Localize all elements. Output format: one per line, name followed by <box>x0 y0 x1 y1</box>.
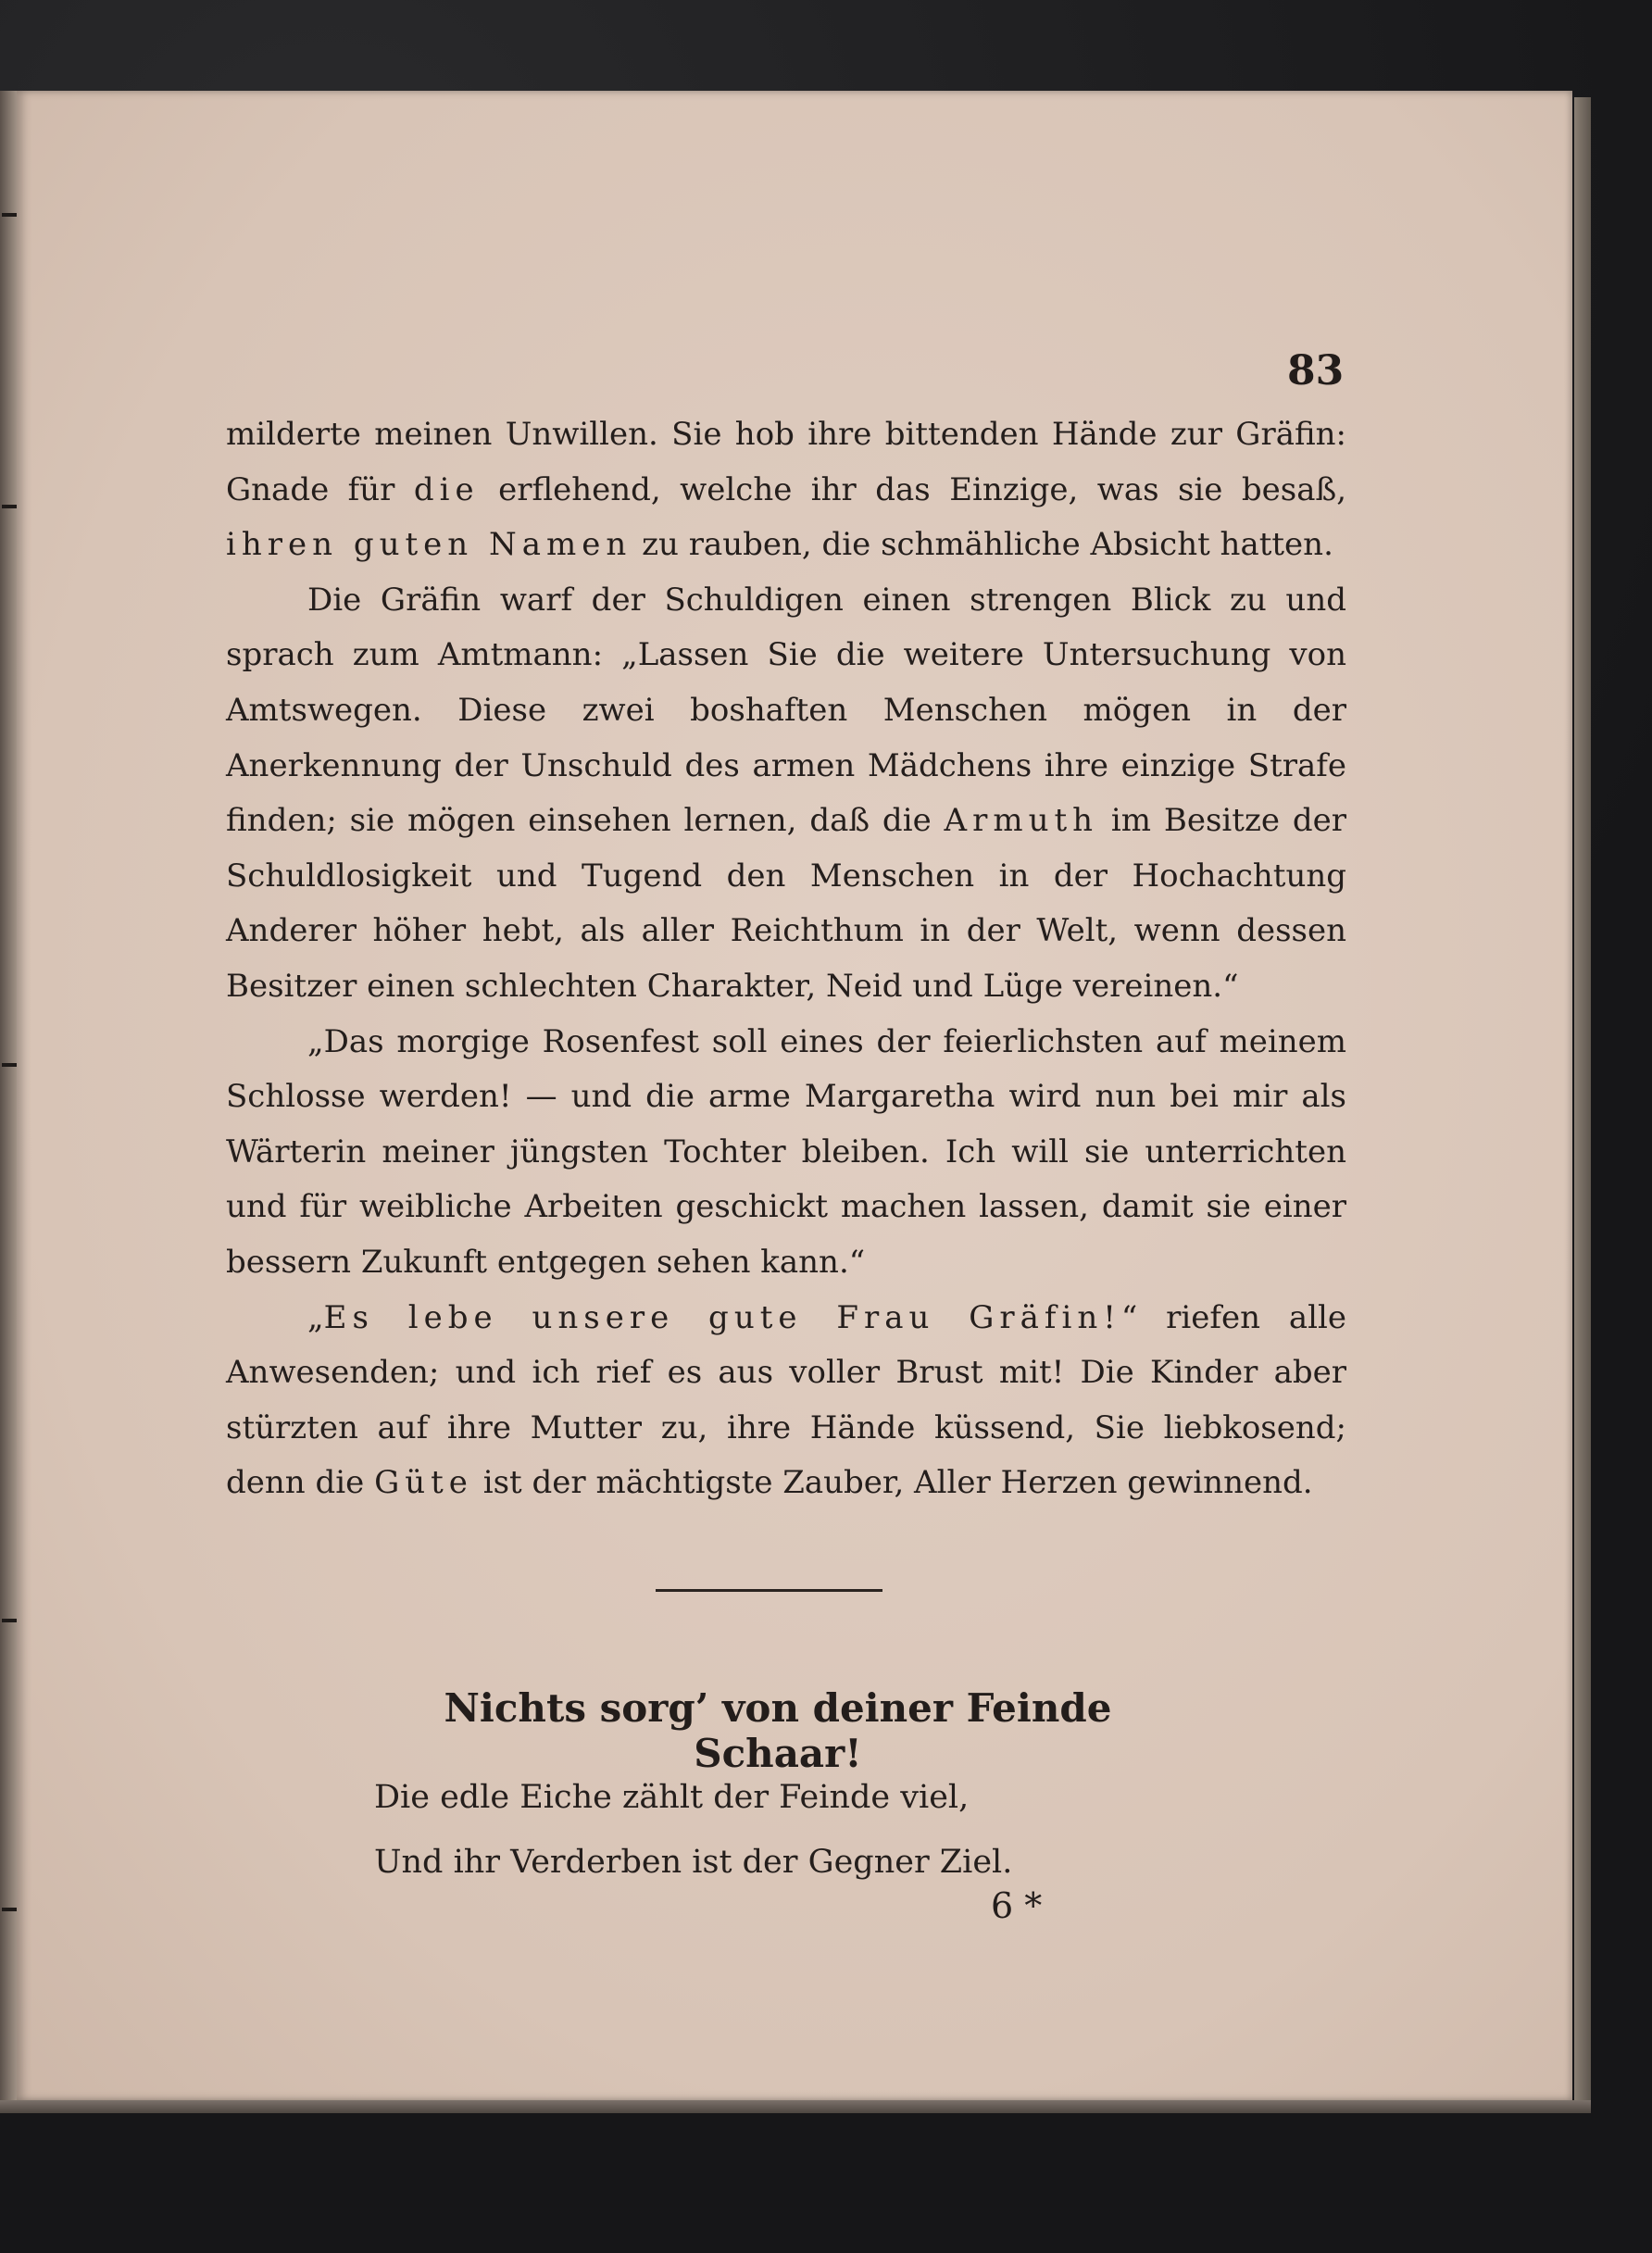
paragraph: „Es lebe unsere gute Frau Gräfin!“ riefen alle Anwesenden; und ich rief es aus voller Brust mit! Die Kinder aber stürzten auf ihre Mutter zu, ihre Hände küssend, Sie liebkosend; denn die Güte ist der mächtigste Zauber, Aller Herzen gewinnend. <box>226 1298 1346 1502</box>
book-binding <box>0 91 17 2100</box>
section-divider <box>656 1589 882 1592</box>
book-cover-edge-right <box>1574 97 1591 2111</box>
paragraph: „Das morgige Rosenfest soll eines der feierlichsten auf meinem Schlosse werden! — und die arme Margaretha wird nun bei mir als Wärterin meiner jüngsten Tochter bleiben. Ich will sie unterrichten und für weibliche Arbeiten geschickt machen lassen, damit sie einer bessern Zukunft entgegen sehen kann.“ <box>226 1022 1346 1281</box>
paragraph: milderte meinen Unwillen. Sie hob ihre bittenden Hände zur Gräfin: Gnade für die erflehend, welche ihr das Einzige, was sie besaß, ihren guten Namen zu rauben, die schmähliche Absicht hatten. <box>226 416 1346 564</box>
paragraph: Die Gräfin warf der Schuldigen einen strengen Blick zu und sprach zum Amtmann: „Lassen Sie die weitere Untersuchung von Amtswegen. Diese zwei boshaften Menschen mögen in der Anerkennung der Unschuld des armen Mädchens ihre einzige Strafe finden; sie mögen einsehen lernen, daß die Armuth im Besitze der Schuldlosigkeit und Tugend den Menschen in der Hochachtung Anderer höher hebt, als aller Reichthum in der Welt, wenn dessen Besitzer einen schlechten Charakter, Neid und Lüge vereinen.“ <box>226 581 1346 1005</box>
poem-line: Die edle Eiche zählt der Feinde viel, <box>374 1779 970 1816</box>
signature-mark: 6 * <box>991 1885 1043 1926</box>
body-text <box>226 407 1346 1511</box>
poem-title: Nichts sorg’ von deiner Feinde Schaar! <box>444 1685 1112 1776</box>
poem <box>374 1765 1012 1895</box>
book-cover-edge-bottom <box>0 2100 1591 2113</box>
poem-line: Und ihr Verderben ist der Gegner Ziel. <box>374 1844 1013 1881</box>
page-number: 83 <box>1287 347 1345 394</box>
